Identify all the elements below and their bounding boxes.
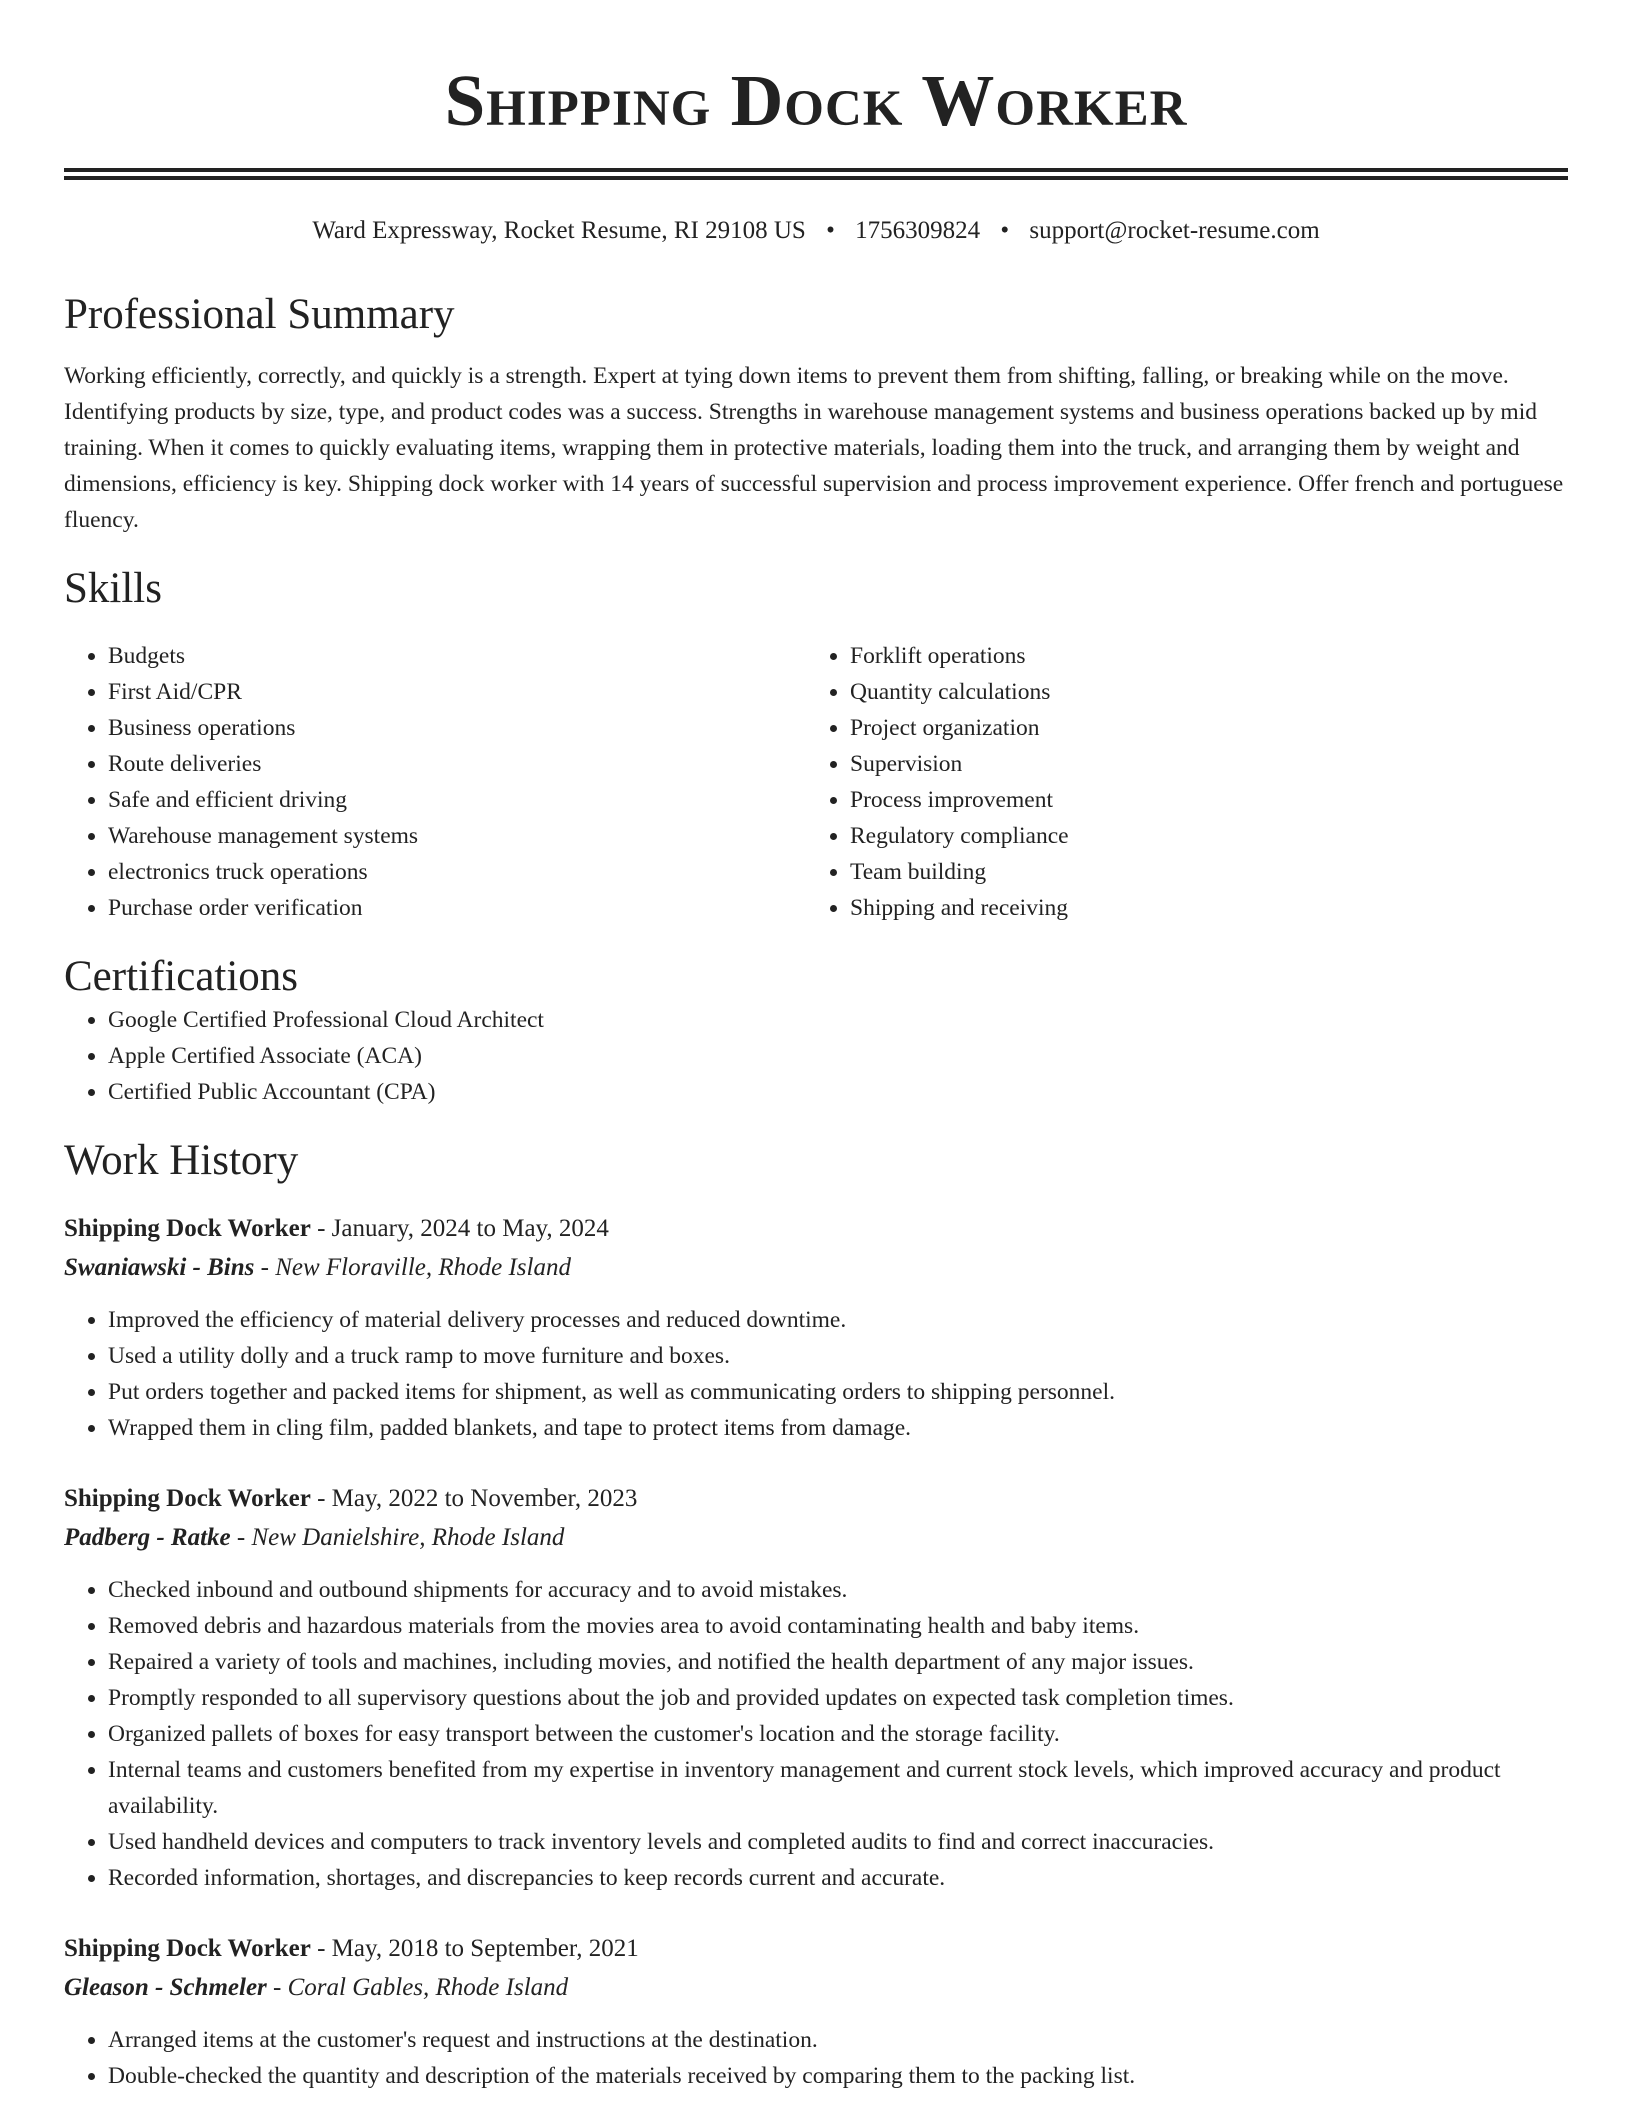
summary-heading: Professional Summary bbox=[64, 291, 455, 338]
skills-heading: Skills bbox=[64, 565, 162, 612]
job-company: Gleason - Schmeler bbox=[64, 1974, 267, 2001]
job-employer-line: Padberg - Ratke - New Danielshire, Rhode Island bbox=[64, 1524, 565, 1551]
contact-address: Ward Expressway, Rocket Resume, RI 29108 US bbox=[312, 217, 806, 244]
certifications-heading: Certifications bbox=[64, 953, 299, 1000]
contact-separator: • bbox=[826, 217, 835, 244]
header-rule-bottom bbox=[64, 176, 1568, 180]
job-bullet: • Removed debris and hazardous materials from the movies area to avoid contaminating health and baby items. bbox=[108, 1608, 1568, 1644]
job-location: New Floraville, Rhode Island bbox=[275, 1254, 571, 1281]
job-bullets bbox=[64, 2022, 1568, 2094]
skill-item: • Process improvement bbox=[850, 782, 1548, 818]
job-bullet: • Used a utility dolly and a truck ramp to move furniture and boxes. bbox=[108, 1338, 1568, 1374]
job-dates: May, 2022 to November, 2023 bbox=[331, 1485, 638, 1512]
job-bullets bbox=[64, 1302, 1568, 1446]
work-history-heading: Work History bbox=[64, 1137, 299, 1184]
job-bullet: • Internal teams and customers benefited from my expertise in inventory management and current stock levels, which improved accuracy and product availability. bbox=[108, 1752, 1568, 1824]
skills-column-right bbox=[806, 638, 1548, 926]
job-company: Swaniawski - Bins bbox=[64, 1254, 255, 1281]
skill-item: • Shipping and receiving bbox=[850, 890, 1548, 926]
job-bullet: • Put orders together and packed items for shipment, as well as communicating orders to shipping personnel. bbox=[108, 1374, 1568, 1410]
contact-line bbox=[64, 216, 1568, 246]
summary-text: Working efficiently, correctly, and quickly is a strength. Expert at tying down items to prevent them from shifting, falling, or breaking while on the move. Identifying products by size, type, and product codes was a success. Strengths in warehouse management systems and business operations backed up by mid training. When it comes to quickly evaluating items, wrapping them in protective materials, loading them into the truck, and arranging them by weight and dimensions, efficiency is key. Shipping dock worker with 14 years of successful supervision and process improvement experience. Offer french and portuguese fluency. bbox=[64, 363, 1564, 533]
skills-list bbox=[64, 638, 1568, 926]
job-role: Shipping Dock Worker bbox=[64, 1215, 311, 1242]
job-bullet: • Recorded information, shortages, and discrepancies to keep records current and accurate. bbox=[108, 1860, 1568, 1896]
job-entry bbox=[64, 1210, 1568, 1446]
skill-item: • Route deliveries bbox=[108, 746, 806, 782]
job-bullet: • Wrapped them in cling film, padded blankets, and tape to protect items from damage. bbox=[108, 1410, 1568, 1446]
job-employer-line: Gleason - Schmeler - Coral Gables, Rhode Island bbox=[64, 1974, 569, 2001]
resume-name: Shipping Dock Worker bbox=[444, 60, 1188, 141]
job-dates: January, 2024 to May, 2024 bbox=[331, 1215, 609, 1242]
skill-item: • Quantity calculations bbox=[850, 674, 1548, 710]
job-entry bbox=[64, 1480, 1568, 1896]
certification-item: • Certified Public Accountant (CPA) bbox=[108, 1074, 1568, 1110]
skill-item: • Warehouse management systems bbox=[108, 818, 806, 854]
resume-page bbox=[64, 0, 1568, 2094]
job-company: Padberg - Ratke bbox=[64, 1524, 231, 1551]
skill-item: • electronics truck operations bbox=[108, 854, 806, 890]
job-employer-line: Swaniawski - Bins - New Floraville, Rhode Island bbox=[64, 1254, 571, 1281]
job-role: Shipping Dock Worker bbox=[64, 1485, 311, 1512]
skill-item: • First Aid/CPR bbox=[108, 674, 806, 710]
skill-item: • Forklift operations bbox=[850, 638, 1548, 674]
skill-item: • Team building bbox=[850, 854, 1548, 890]
job-location: Coral Gables, Rhode Island bbox=[287, 1974, 569, 2001]
job-entry bbox=[64, 1930, 1568, 2094]
job-title-line: Shipping Dock Worker - January, 2024 to May, 2024 bbox=[64, 1215, 609, 1242]
job-bullet: • Promptly responded to all supervisory questions about the job and provided updates on expected task completion times. bbox=[108, 1680, 1568, 1716]
job-dates: May, 2018 to September, 2021 bbox=[331, 1935, 639, 1962]
job-bullet: • Improved the efficiency of material delivery processes and reduced downtime. bbox=[108, 1302, 1568, 1338]
job-bullet: • Organized pallets of boxes for easy transport between the customer's location and the storage facility. bbox=[108, 1716, 1568, 1752]
certification-item: • Apple Certified Associate (ACA) bbox=[108, 1038, 1568, 1074]
contact-email: support@rocket-resume.com bbox=[1029, 217, 1320, 244]
job-bullet: • Double-checked the quantity and description of the materials received by comparing them to the packing list. bbox=[108, 2058, 1568, 2094]
skill-item: • Supervision bbox=[850, 746, 1548, 782]
contact-separator: • bbox=[1000, 217, 1010, 244]
job-title-line: Shipping Dock Worker - May, 2022 to November, 2023 bbox=[64, 1485, 638, 1512]
certifications-list bbox=[64, 1002, 1568, 1110]
job-bullets bbox=[64, 1572, 1568, 1896]
job-bullet: • Checked inbound and outbound shipments for accuracy and to avoid mistakes. bbox=[108, 1572, 1568, 1608]
skill-item: • Project organization bbox=[850, 710, 1548, 746]
job-bullet: • Used handheld devices and computers to track inventory levels and completed audits to find and correct inaccuracies. bbox=[108, 1824, 1568, 1860]
job-bullet: • Repaired a variety of tools and machines, including movies, and notified the health department of any major issues. bbox=[108, 1644, 1568, 1680]
skill-item: • Business operations bbox=[108, 710, 806, 746]
skill-item: • Regulatory compliance bbox=[850, 818, 1548, 854]
skill-item: • Budgets bbox=[108, 638, 806, 674]
contact-phone: 1756309824 bbox=[855, 217, 981, 244]
job-title-line: Shipping Dock Worker - May, 2018 to September, 2021 bbox=[64, 1935, 639, 1962]
certification-item: • Google Certified Professional Cloud Architect bbox=[108, 1002, 1568, 1038]
job-location: New Danielshire, Rhode Island bbox=[251, 1524, 565, 1551]
skills-column-left bbox=[64, 638, 806, 926]
skill-item: • Purchase order verification bbox=[108, 890, 806, 926]
skill-item: • Safe and efficient driving bbox=[108, 782, 806, 818]
job-role: Shipping Dock Worker bbox=[64, 1935, 311, 1962]
job-bullet: • Arranged items at the customer's request and instructions at the destination. bbox=[108, 2022, 1568, 2058]
